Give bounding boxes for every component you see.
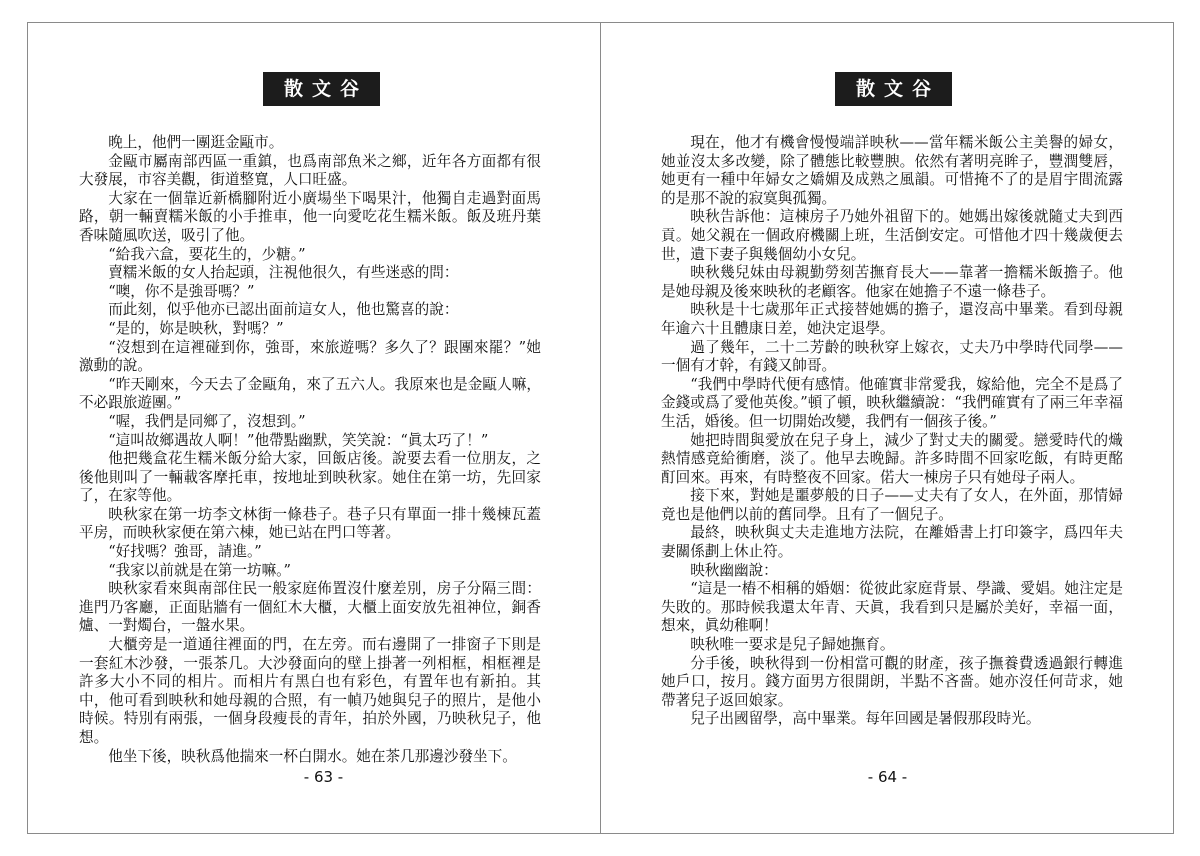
paragraph: “我們中學時代便有感情。他確實非常愛我，嫁給他，完全不是爲了金錢或爲了愛他英俊。”頓了頓，映秋繼續說：“我們確實有了兩三年幸福生活，婚後。但一切開始改變，我們有一個孩子後。” xyxy=(661,375,1123,430)
paragraph: “這叫故鄉遇故人啊！”他帶點幽默，笑笑說：“眞太巧了！” xyxy=(108,431,489,449)
paragraph: “沒想到在這裡碰到你，強哥，來旅遊嗎？多久了？跟團來罷？”她激動的說。 xyxy=(79,338,541,375)
paragraph: 晚上，他們一團逛金甌市。 xyxy=(108,134,284,151)
paragraph: “給我六盒，要花生的，少糖。” xyxy=(108,245,306,263)
paragraph: 他坐下後，映秋爲他揣來一杯白開水。她在茶几那邊沙發坐下。 xyxy=(108,747,517,765)
paragraph: 最終，映秋與丈夫走進地方法院，在離婚書上打印簽字，爲四年夫妻關係劃上休止符。 xyxy=(661,524,1123,561)
paragraph: 分手後，映秋得到一份相當可觀的財產，孩子撫養費透過銀行轉進她戶口，按月。錢方面男方很開朗，半點不吝嗇。她亦沒任何苛求，她帶著兒子返回娘家。 xyxy=(661,654,1123,709)
paragraph: 過了幾年，二十二芳齡的映秋穿上嫁衣，丈夫乃中學時代同學——一個有才幹，有錢又帥哥。 xyxy=(661,338,1123,375)
paragraph: 大櫃旁是一道通往裡面的門，在左旁。而右邊開了一排窗子下則是一套紅木沙發，一張茶几。大沙發面向的壁上掛著一列相框，相框裡是許多大小不同的相片。而相片有黑白也有彩色，有置年也有新拍。其中，他可看到映秋和她母親的合照，有一幀乃她與兒子的照片，是他小時候。特別有兩張，一個身段瘦長的青年，拍於外國，乃映秋兒子，他想。 xyxy=(79,636,541,746)
page-number: - 63 - xyxy=(303,768,344,786)
paragraph: 接下來，對她是噩夢般的日子——丈夫有了女人，在外面，那情婦竟也是他們以前的舊同學。且有了一個兒子。 xyxy=(661,487,1123,523)
paragraph: 他把幾盒花生糯米飯分給大家，回飯店後。說要去看一位朋友，之後他則叫了一輛載客摩托車，按地址到映秋家。她住在第一坊，先回家了，在家等他。 xyxy=(79,450,541,505)
paragraph: 大家在一個靠近新橋腳附近小廣場坐下喝果汁，他獨自走過對面馬路，朝一輛賣糯米飯的小手推車，他一向愛吃花生糯米飯。飯及班丹葉香味隨風吹送，吸引了他。 xyxy=(79,189,541,244)
paragraph: “這是一樁不相稱的婚姻：從彼此家庭背景、學識、愛娼。她注定是失敗的。那時候我還太年青、天眞，我看到只是屬於美好，幸福一面，想來，眞幼稚啊！ xyxy=(661,580,1123,635)
paragraph: 映秋家看來與南部住民一般家庭佈置沒什麼差別，房子分隔三間：進門乃客廳，正面貼牆有一個紅木大櫃，大櫃上面安放先祖神位，銅香爐、一對燭台，一盤水果。 xyxy=(79,580,541,635)
page-number: - 64 - xyxy=(867,768,908,786)
right-page xyxy=(601,22,1174,834)
paragraph: 映秋幾兒妹由母親勤勞刻苦撫育長大——靠著一擔糯米飯擔子。他是她母親及後來映秋的老顧客。他家在她擔子不遠一條巷子。 xyxy=(661,264,1123,300)
paragraph: 映秋是十七歲那年正式接替她媽的擔子，還沒高中畢業。看到母親年逾六十且體康日差，她決定退學。 xyxy=(661,301,1123,337)
paragraph: 金甌市屬南部西區一重鎮，也爲南部魚米之鄉，近年各方面都有很大發展，市容美觀，街道整寬，人口旺盛。 xyxy=(79,152,541,189)
paragraph: 映秋唯一要求是兒子歸她撫育。 xyxy=(690,636,895,654)
paragraph: 映秋告訴他：這棟房子乃她外祖留下的。她媽出嫁後就隨丈夫到西貢。她父親在一個政府機關上班，生活倒安定。可惜他才四十幾歲便去世，遺下妻子與幾個幼小女兒。 xyxy=(661,208,1123,263)
paragraph: “好找嗎？強哥，請進。” xyxy=(108,543,262,561)
page-body xyxy=(661,134,1123,729)
paragraph: “我家以前就是在第一坊嘛。” xyxy=(108,561,291,579)
section-header: 散文谷 xyxy=(835,72,952,106)
page-body xyxy=(79,134,541,766)
paragraph: “喔，我們是同鄉了，沒想到。” xyxy=(108,412,306,430)
left-page xyxy=(27,22,600,834)
paragraph: 兒子出國留學，高中畢業。每年回國是暑假那段時光。 xyxy=(690,710,1041,728)
paragraph: 而此刻，似乎他亦已認出面前這女人，他也驚喜的說： xyxy=(108,301,459,319)
paragraph: 映秋家在第一坊李文林街一條巷子。巷子只有單面一排十幾棟瓦蓋平房，而映秋家便在第六棟，她已站在門口等著。 xyxy=(79,505,541,542)
paragraph: 映秋幽幽說： xyxy=(690,561,778,579)
paragraph: “是的，妳是映秋，對嗎？” xyxy=(108,319,284,337)
paragraph: 現在，他才有機會慢慢端詳映秋——當年糯米飯公主美譽的婦女，她並沒太多改變，除了體態比較豐腴。依然有著明亮眸子，豐潤雙唇，她更有一種中年婦女之嬌媚及成熟之風韻。可惜掩不了的是眉宇間流露的是那不說的寂寞與孤獨。 xyxy=(661,134,1123,207)
section-header: 散文谷 xyxy=(263,72,380,106)
paragraph: 賣糯米飯的女人抬起頭，注視他很久，有些迷惑的問： xyxy=(108,264,459,282)
paragraph: “昨天剛來，今天去了金甌角，來了五六人。我原來也是金甌人嘛，不必跟旅遊團。” xyxy=(79,375,541,412)
paragraph: “噢，你不是強哥嗎？” xyxy=(108,282,255,300)
paragraph: 她把時間與愛放在兒子身上，減少了對丈夫的關愛。戀愛時代的熾熱情感竟給衝磨，淡了。他早去晚歸。許多時間不回家吃飯，有時更酩酊回來。再來，有時整夜不回家。偌大一棟房子只有她母子兩人。 xyxy=(661,431,1123,486)
